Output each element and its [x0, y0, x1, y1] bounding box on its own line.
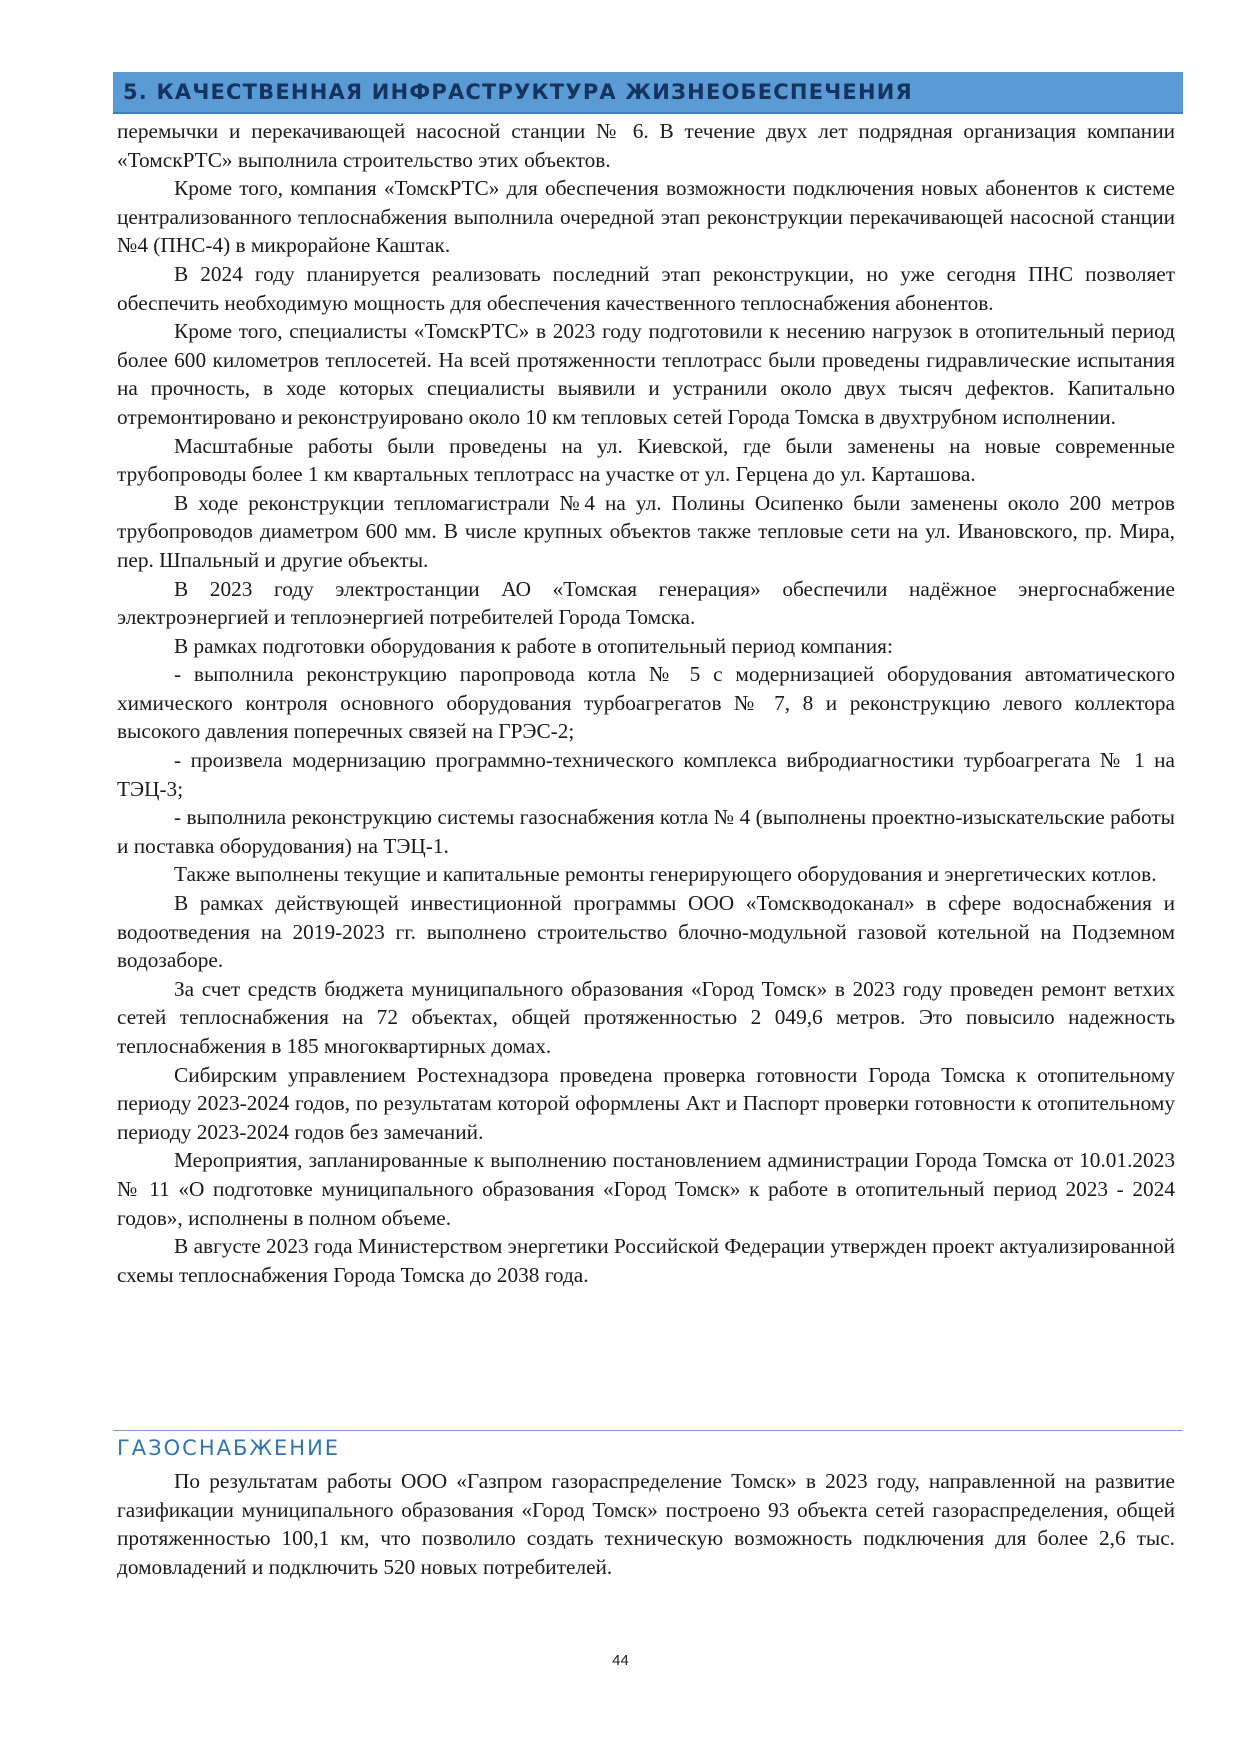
list-item: - выполнила реконструкцию системы газоснабжения котла № 4 (выполнены проектно-изыскательские работы и поставка оборудования) на ТЭЦ-1. [117, 805, 1175, 858]
paragraph: В ходе реконструкции тепломагистрали №4 на ул. Полины Осипенко были заменены около 200 метров трубопроводов диаметром 600 мм. В числе крупных объектов также тепловые сети на ул. Ивановского, пр. Мира, пер. Шпальный и другие объекты. [117, 490, 1175, 572]
section-divider [113, 1430, 1183, 1431]
section-title-gas: ГАЗОСНАБЖЕНИЕ [117, 1436, 341, 1460]
gas-section-text [117, 1467, 1175, 1581]
chapter-title: 5. КАЧЕСТВЕННАЯ ИНФРАСТРУКТУРА ЖИЗНЕОБЕСПЕЧЕНИЯ [123, 80, 913, 104]
paragraph: В рамках действующей инвестиционной программы ООО «Томскводоканал» в сфере водоснабжения и водоотведения на 2019-2023 гг. выполнено строительство блочно-модульной газовой котельной на Подземном водозаборе. [117, 891, 1175, 973]
list-item: - выполнила реконструкцию паропровода котла № 5 с модернизацией оборудования автоматического химического контроля основного оборудования турбоагрегатов № 7, 8 и реконструкцию левого коллектора высокого давления поперечных связей на ГРЭС-2; [117, 662, 1175, 744]
paragraph: В 2023 году электростанции АО «Томская генерация» обеспечили надёжное энергоснабжение электроэнергией и теплоэнергией потребителей Города Томска. [117, 576, 1175, 630]
paragraph: Сибирским управлением Ростехнадзора проведена проверка готовности Города Томска к отопительному периоду 2023-2024 годов, по результатам которой оформлены Акт и Паспорт проверки готовности к отопительному периоду 2023-2024 годов без замечаний. [117, 1062, 1175, 1144]
paragraph: Кроме того, специалисты «ТомскРТС» в 2023 году подготовили к несению нагрузок в отопительный период более 600 километров теплосетей. На всей протяженности теплотрасс были проведены гидравлические испытания на прочность, в ходе которых специалисты выявили и устранили около двух тысяч дефектов. Капитально отремонтировано и реконструировано около 10 км тепловых сетей Города Томска в двухтрубном исполнении. [117, 319, 1175, 429]
paragraph: За счет средств бюджета муниципального образования «Город Томск» в 2023 году проведен ремонт ветхих сетей теплоснабжения на 72 объектах, общей протяженностью 2 049,6 метров. Это повысило надежность теплоснабжения в 185 многоквартирных домах. [117, 976, 1175, 1058]
paragraph: перемычки и перекачивающей насосной станции № 6. В течение двух лет подрядная организация компании «ТомскРТС» выполнила строительство этих объектов. [117, 119, 1175, 172]
page-number: 44 [612, 1652, 629, 1669]
list-item: - произвела модернизацию программно-технического комплекса вибродиагностики турбоагрегата № 1 на ТЭЦ-3; [117, 748, 1175, 801]
body-text [117, 117, 1175, 1289]
paragraph: Кроме того, компания «ТомскРТС» для обеспечения возможности подключения новых абонентов к системе централизованного теплоснабжения выполнила очередной этап реконструкции перекачивающей насосной станции №4 (ПНС-4) в микрорайоне Каштак. [117, 176, 1175, 258]
chapter-header-bar [113, 72, 1183, 114]
paragraph: В августе 2023 года Министерством энергетики Российской Федерации утвержден проект актуализированной схемы теплоснабжения Города Томска до 2038 года. [117, 1234, 1175, 1287]
paragraph: В 2024 году планируется реализовать последний этап реконструкции, но уже сегодня ПНС позволяет обеспечить необходимую мощность для обеспечения качественного теплоснабжения абонентов. [117, 261, 1175, 315]
paragraph: По результатам работы ООО «Газпром газораспределение Томск» в 2023 году, направленной на развитие газификации муниципального образования «Город Томск» построено 93 объекта сетей газораспределения, общей протяженностью 100,1 км, что позволило создать техническую возможность подключения для более 2,6 тыс. домовладений и подключить 520 новых потребителей. [117, 1469, 1175, 1579]
paragraph: Также выполнены текущие и капитальные ремонты генерирующего оборудования и энергетических котлов. [174, 862, 1157, 887]
paragraph: Мероприятия, запланированные к выполнению постановлением администрации Города Томска от 10.01.2023 № 11 «О подготовке муниципального образования «Город Томск» к работе в отопительный период 2023 - 2024 годов», исполнены в полном объеме. [117, 1148, 1175, 1230]
paragraph: В рамках подготовки оборудования к работе в отопительный период компания: [174, 633, 893, 658]
paragraph: Масштабные работы были проведены на ул. Киевской, где были заменены на новые современные трубопроводы более 1 км квартальных теплотрасс на участке от ул. Герцена до ул. Карташова. [117, 433, 1175, 487]
